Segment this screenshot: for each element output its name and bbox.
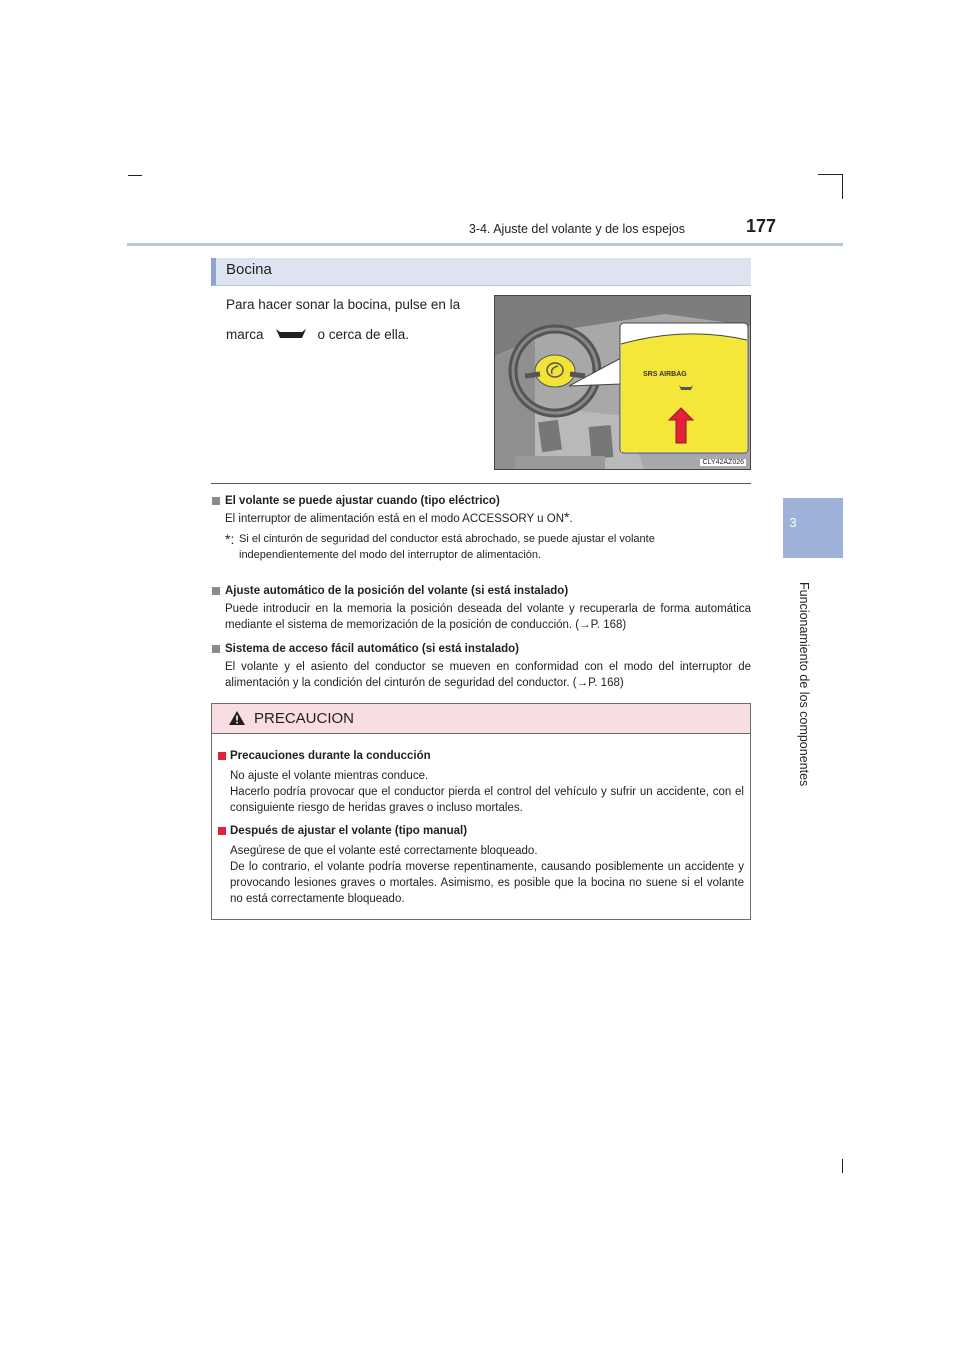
intro-text-1: Para hacer sonar la bocina, pulse en la marca [226, 297, 461, 342]
caution-header [212, 704, 750, 734]
note-body [211, 511, 751, 527]
crop-mark [128, 175, 142, 176]
caution-line: Asegúrese de que el volante esté correctamente bloqueado. [230, 845, 538, 857]
page-number: 177 [745, 216, 776, 236]
note-body-text: El interruptor de alimentación está en el modo ACCESSORY u ON [225, 513, 564, 525]
caution-line: De lo contrario, el volante podría moverse repentinamente, causando posiblemente un accidente y provocando lesiones graves o mortales. Asimismo, es posible que la bocina no suene si el volante no está correctamente bloqueado. [230, 861, 744, 905]
caution-box [211, 703, 751, 920]
footnote [211, 531, 751, 563]
crop-mark [818, 174, 842, 175]
chapter-number: 3 [789, 515, 797, 530]
caution-title: PRECAUCION [254, 710, 355, 727]
warning-triangle-icon [228, 710, 246, 726]
note-easy-access [211, 641, 751, 691]
section-rule [211, 483, 751, 484]
caution-line: Hacerlo podría provocar que el conductor pierda el control del vehículo y sufrir un accidente, con el consiguiente riesgo de heridas graves o incluso mortales. [230, 786, 744, 814]
note-body-end: . [569, 513, 573, 525]
chapter-label [797, 582, 811, 787]
section-header [211, 258, 751, 286]
chapter-tab [783, 498, 843, 558]
note-body: Puede introducir en la memoria la posición deseada del volante y recuperarla de forma automática mediante el sistema de memorización de la posición de conducción. (→P. 168) [225, 603, 751, 631]
steering-wheel-illustration [494, 295, 751, 470]
caution-heading: Después de ajustar el volante (tipo manual) [218, 823, 744, 839]
crop-mark [842, 174, 843, 199]
note-heading: Sistema de acceso fácil automático (si está instalado) [211, 641, 751, 657]
caution-item [218, 823, 744, 907]
caution-heading: Precauciones durante la conducción [218, 748, 744, 764]
caution-line: No ajuste el volante mientras conduce. [230, 770, 429, 782]
note-auto-position [211, 583, 751, 633]
horn-icon [274, 327, 308, 341]
note-electric-adjust [211, 493, 751, 563]
footnote-text: Si el cinturón de seguridad del conductor está abrochado, se puede ajustar el volante independientemente del modo del interruptor de alimentación. [239, 533, 655, 561]
note-heading: El volante se puede ajustar cuando (tipo eléctrico) [211, 493, 751, 509]
running-header: 3-4. Ajuste del volante y de los espejos [468, 222, 685, 236]
caution-item [218, 748, 744, 816]
note-body: El volante y el asiento del conductor se mueven en conformidad con el modo del interruptor de alimentación y la condición del cinturón de seguridad del conductor. (→P. 168) [225, 661, 751, 689]
pad-text: SRS AIRBAG [643, 371, 687, 378]
footnote-label: *: [225, 531, 235, 547]
chapter-label-text: Funcionamiento de los componentes [797, 582, 811, 787]
header-rule [127, 243, 843, 246]
steering-wheel-drawing [495, 296, 751, 470]
section-title: Bocina [226, 261, 272, 278]
crop-mark [842, 1159, 843, 1173]
illustration-code: CLY42AZ026 [702, 459, 744, 466]
footnote-mark: * [564, 509, 570, 525]
intro-text-2: o cerca de ella. [317, 327, 410, 342]
intro-paragraph [226, 290, 486, 350]
note-heading: Ajuste automático de la posición del volante (si está instalado) [211, 583, 751, 599]
